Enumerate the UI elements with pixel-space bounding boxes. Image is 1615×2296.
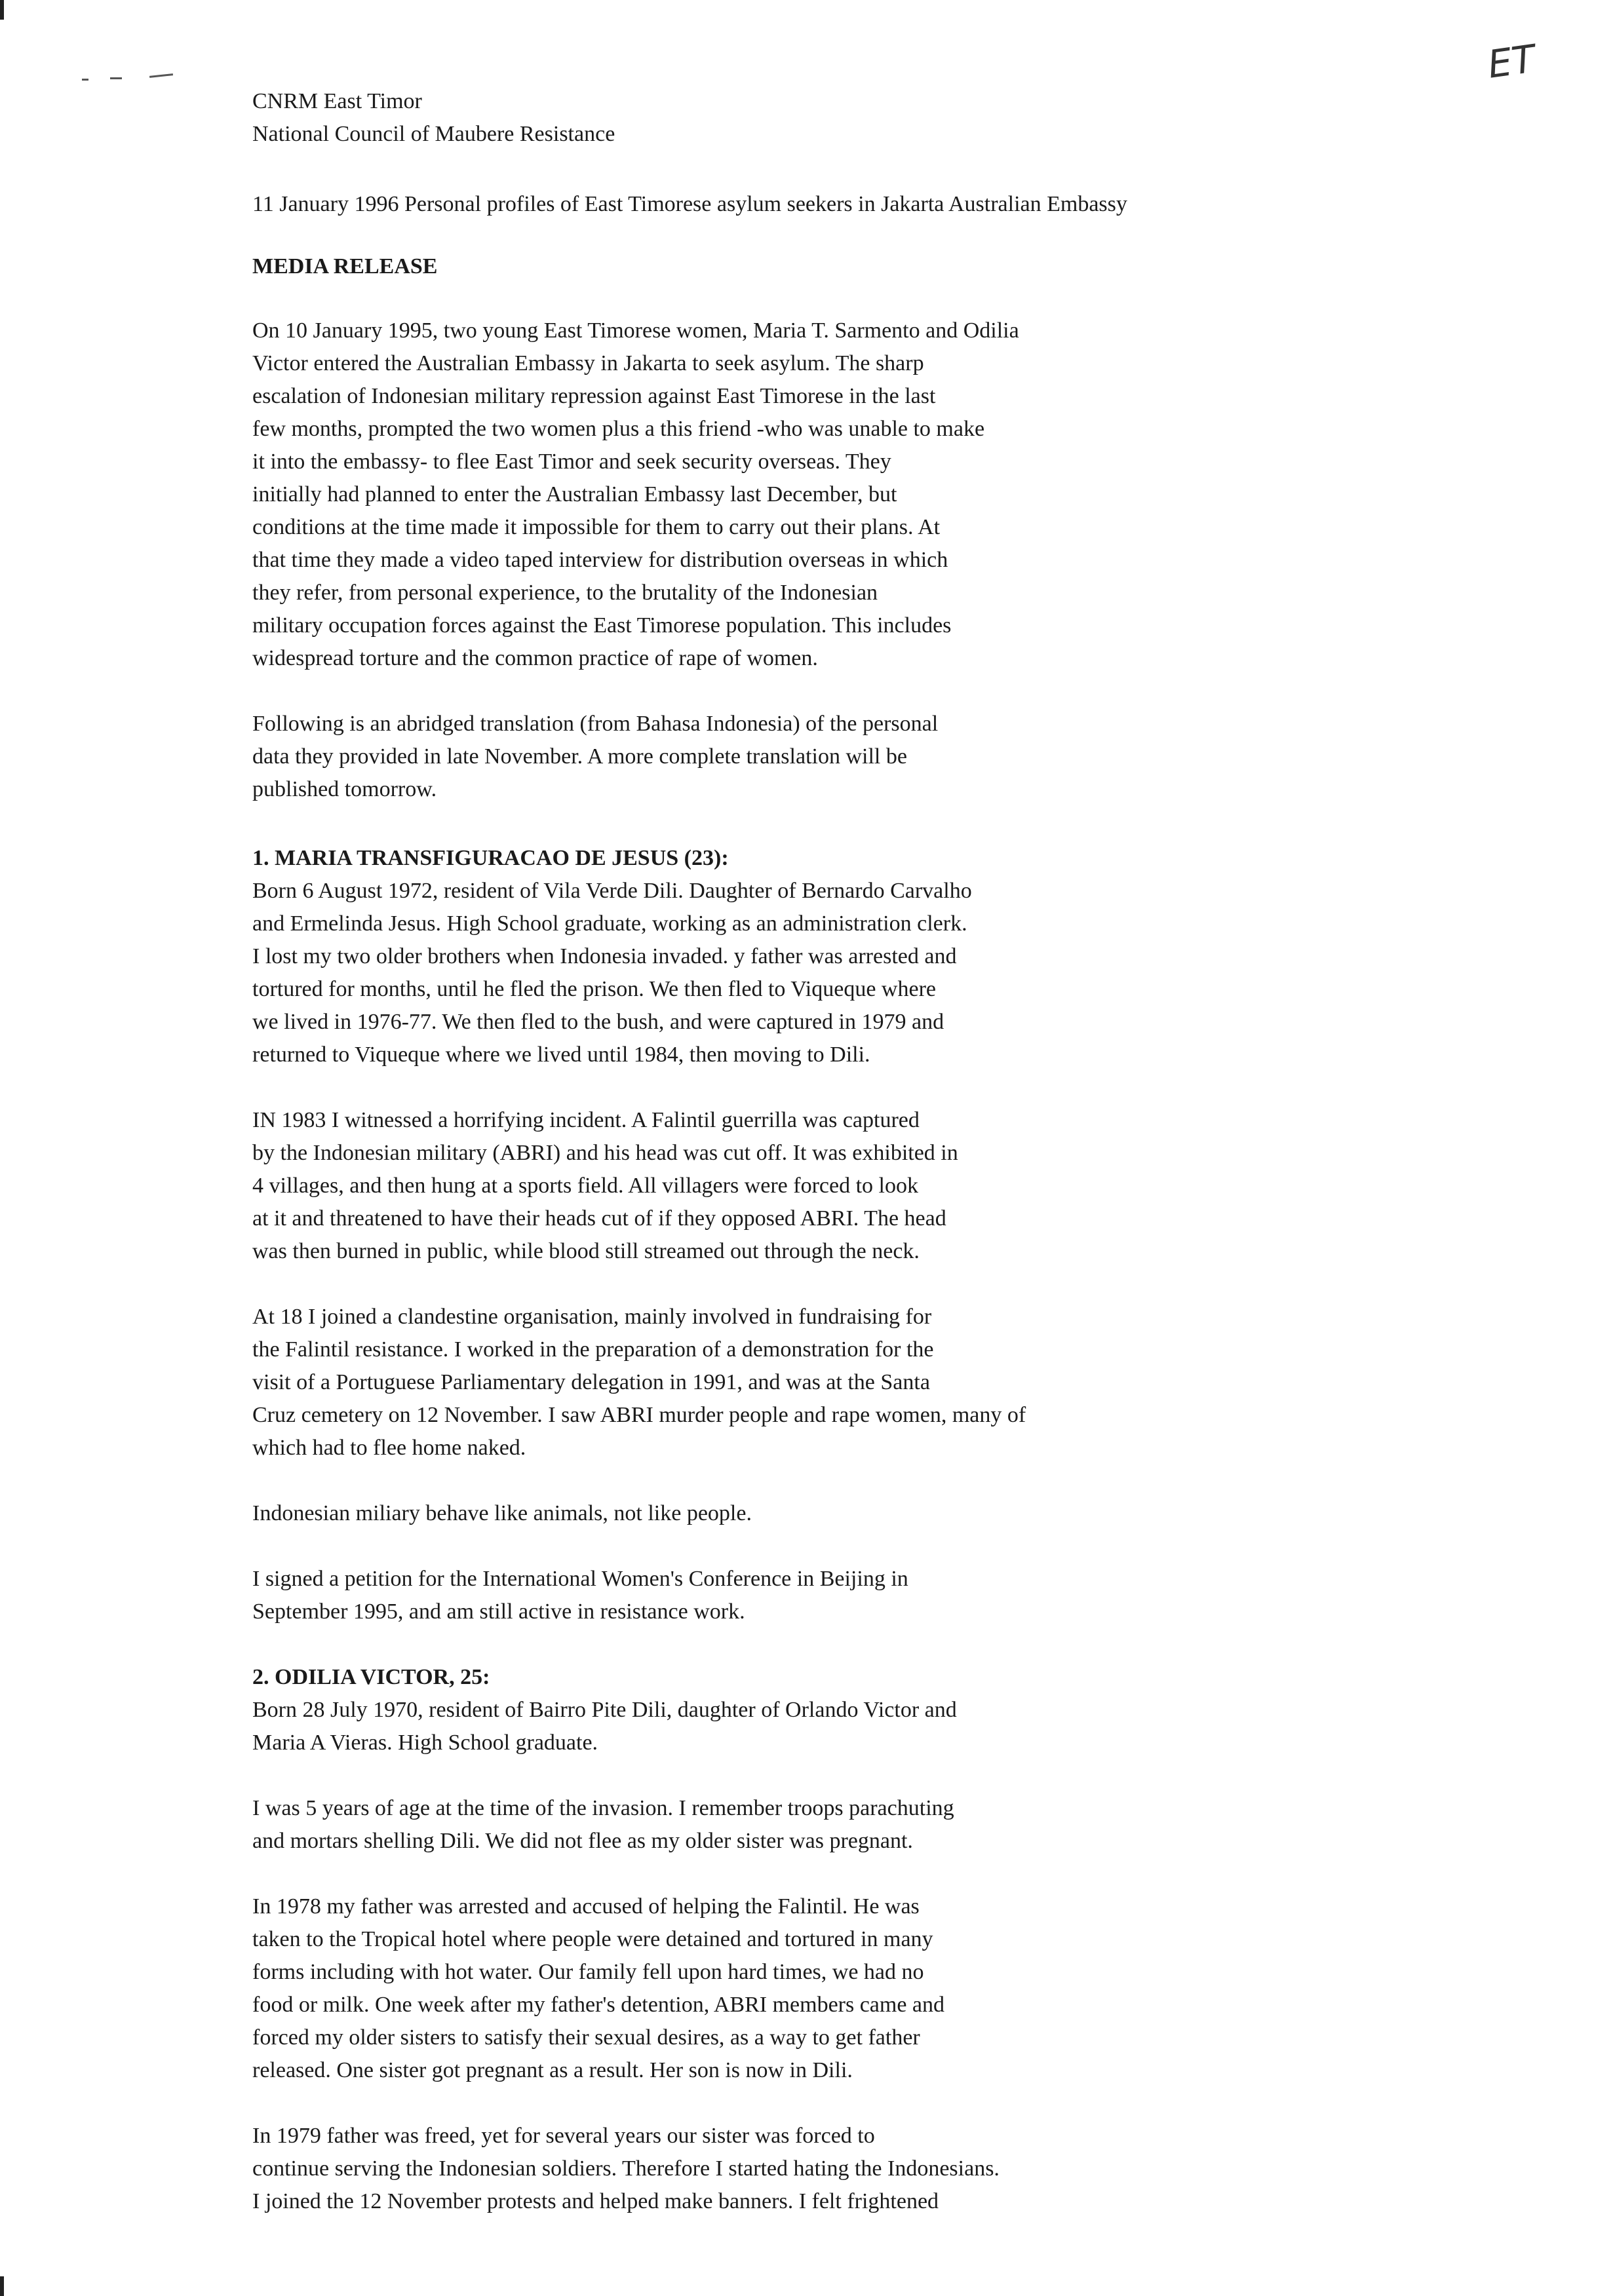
- translation-note-line: published tomorrow.: [252, 777, 437, 801]
- handwritten-annotation: ET: [1485, 36, 1538, 87]
- intro-line: it into the embassy- to flee East Timor and seek security overseas. They: [252, 450, 891, 474]
- profile-1-line: returned to Viqueque where we lived until 1984, then moving to Dili.: [252, 1043, 870, 1067]
- profile-1-line: we lived in 1976-77. We then fled to the bush, and were captured in 1979 and: [252, 1010, 944, 1034]
- profile-1-line: Cruz cemetery on 12 November. I saw ABRI murder people and rape women, many of: [252, 1403, 1026, 1427]
- intro-line: military occupation forces against the East Timorese population. This includes: [252, 613, 952, 638]
- profile-1-line: Indonesian miliary behave like animals, not like people.: [252, 1501, 752, 1525]
- profile-1-line: visit of a Portuguese Parliamentary delegation in 1991, and was at the Santa: [252, 1370, 930, 1394]
- org-name: CNRM East Timor: [252, 89, 422, 113]
- intro-line: they refer, from personal experience, to the brutality of the Indonesian: [252, 581, 878, 605]
- profile-1-line: Born 6 August 1972, resident of Vila Verde Dili. Daughter of Bernardo Carvalho: [252, 879, 972, 903]
- profile-1-line: which had to flee home naked.: [252, 1436, 526, 1460]
- profile-1-line: IN 1983 I witnessed a horrifying incident. A Falintil guerrilla was captured: [252, 1108, 920, 1132]
- profile-2-line: Born 28 July 1970, resident of Bairro Pite Dili, daughter of Orlando Victor and: [252, 1698, 957, 1722]
- dateline: 11 January 1996 Personal profiles of East Timorese asylum seekers in Jakarta Australian Embassy: [252, 192, 1127, 216]
- intro-line: escalation of Indonesian military repression against East Timorese in the last: [252, 384, 936, 408]
- profile-1-line: the Falintil resistance. I worked in the preparation of a demonstration for the: [252, 1337, 934, 1362]
- scan-edge-mark-top: [0, 0, 4, 20]
- translation-note-line: Following is an abridged translation (from Bahasa Indonesia) of the personal: [252, 712, 939, 736]
- profile-2-line: I joined the 12 November protests and helped make banners. I felt frightened: [252, 2189, 939, 2213]
- profile-1-line: tortured for months, until he fled the prison. We then fled to Viqueque where: [252, 977, 936, 1001]
- profile-2-line: taken to the Tropical hotel where people were detained and tortured in many: [252, 1927, 933, 1951]
- profile-1-line: by the Indonesian military (ABRI) and his head was cut off. It was exhibited in: [252, 1141, 958, 1165]
- profile-1-line: and Ermelinda Jesus. High School graduate, working as an administration clerk.: [252, 911, 967, 936]
- translation-note-line: data they provided in late November. A more complete translation will be: [252, 744, 907, 769]
- intro-line: that time they made a video taped interview for distribution overseas in which: [252, 548, 948, 572]
- profile-2-line: continue serving the Indonesian soldiers. Therefore I started hating the Indonesians.: [252, 2156, 1000, 2181]
- profile-1-line: 4 villages, and then hung at a sports field. All villagers were forced to look: [252, 1174, 918, 1198]
- release-heading: MEDIA RELEASE: [252, 254, 438, 278]
- intro-line: widespread torture and the common practice of rape of women.: [252, 646, 818, 670]
- profile-1-line: I signed a petition for the International Women's Conference in Beijing in: [252, 1567, 908, 1591]
- profile-1-line: At 18 I joined a clandestine organisation, mainly involved in fundraising for: [252, 1305, 932, 1329]
- scan-dash-mark: [149, 73, 173, 78]
- profile-2-heading: 2. ODILIA VICTOR, 25:: [252, 1665, 490, 1689]
- profile-1-line: I lost my two older brothers when Indonesia invaded. y father was arrested and: [252, 944, 957, 968]
- profile-2-line: In 1979 father was freed, yet for several years our sister was forced to: [252, 2124, 875, 2148]
- org-full-name: National Council of Maubere Resistance: [252, 122, 615, 146]
- profile-2-line: released. One sister got pregnant as a result. Her son is now in Dili.: [252, 2058, 853, 2082]
- profile-1-heading: 1. MARIA TRANSFIGURACAO DE JESUS (23):: [252, 846, 729, 870]
- profile-1-line: was then burned in public, while blood still streamed out through the neck.: [252, 1239, 920, 1263]
- intro-line: conditions at the time made it impossible for them to carry out their plans. At: [252, 515, 941, 539]
- profile-2-line: I was 5 years of age at the time of the invasion. I remember troops parachuting: [252, 1796, 954, 1820]
- profile-2-line: In 1978 my father was arrested and accused of helping the Falintil. He was: [252, 1894, 920, 1919]
- profile-2-line: Maria A Vieras. High School graduate.: [252, 1731, 598, 1755]
- profile-2-line: food or milk. One week after my father's detention, ABRI members came and: [252, 1993, 945, 2017]
- intro-line: On 10 January 1995, two young East Timorese women, Maria T. Sarmento and Odilia: [252, 318, 1019, 343]
- profile-1-line: September 1995, and am still active in resistance work.: [252, 1599, 745, 1624]
- intro-line: initially had planned to enter the Australian Embassy last December, but: [252, 482, 897, 507]
- profile-2-line: forms including with hot water. Our family fell upon hard times, we had no: [252, 1960, 924, 1984]
- profile-1-line: at it and threatened to have their heads cut of if they opposed ABRI. The head: [252, 1206, 946, 1231]
- scan-dash-mark: [110, 77, 122, 79]
- intro-line: Victor entered the Australian Embassy in Jakarta to seek asylum. The sharp: [252, 351, 924, 375]
- scan-dash-mark: [82, 79, 88, 81]
- scan-edge-mark-bottom: [0, 2276, 4, 2296]
- intro-line: few months, prompted the two women plus a this friend -who was unable to make: [252, 417, 985, 441]
- profile-2-line: and mortars shelling Dili. We did not flee as my older sister was pregnant.: [252, 1829, 913, 1853]
- profile-2-line: forced my older sisters to satisfy their sexual desires, as a way to get father: [252, 2025, 920, 2050]
